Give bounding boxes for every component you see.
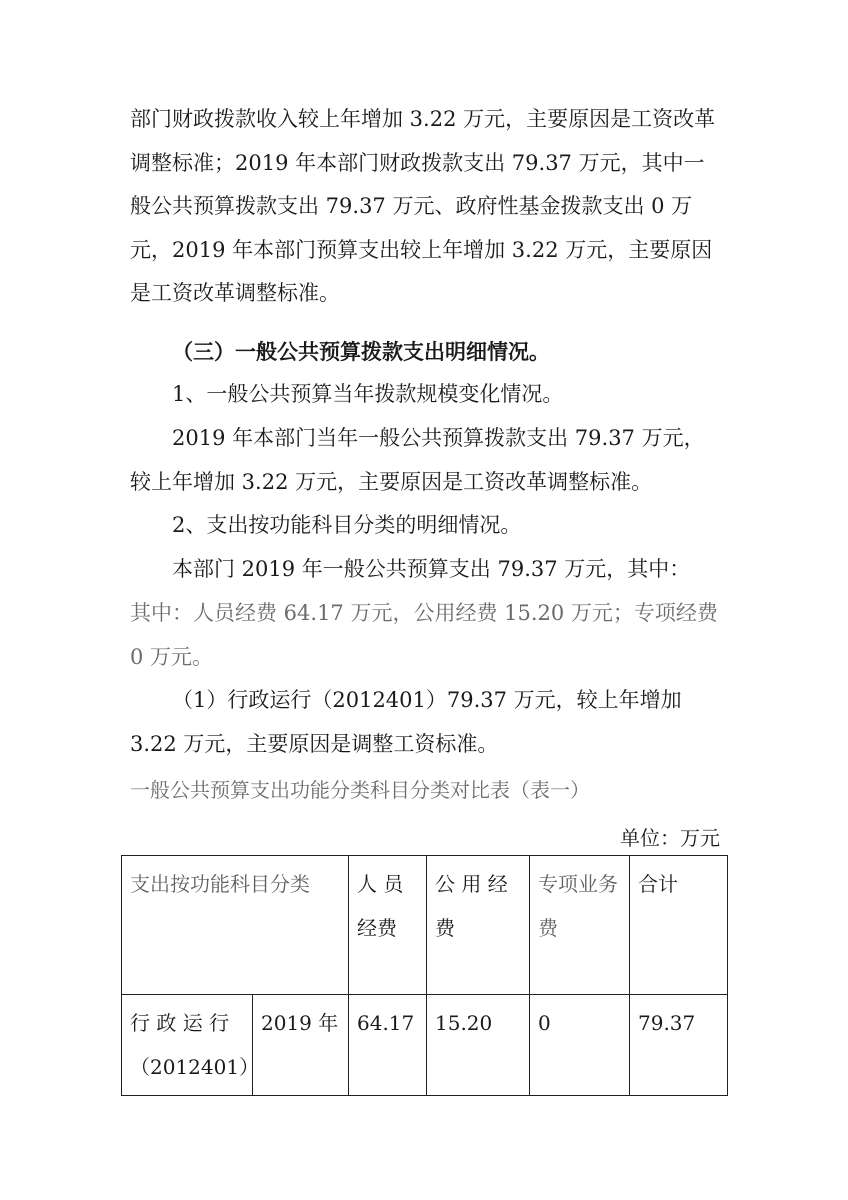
expenditure-table — [121, 855, 728, 1096]
paragraph-fiscal-summary: 部门财政拨款收入较上年增加 3.22 万元，主要原因是工资改革调整标准；2019 年本部门财政拨款支出 79.37 万元，其中一般公共预算拨款支出 79.37 万元、政府性基金拨款支出 0 万元，2019 年本部门预算支出较上年增加 3.22 万元，主要原因是工资改革调整标准。 — [130, 107, 716, 305]
cell-total: 79.37 — [630, 995, 728, 1096]
cell-public: 15.20 — [427, 995, 530, 1096]
header-personnel: 人 员 经费 — [349, 856, 427, 995]
section-heading-3: （三）一般公共预算拨款支出明细情况。 — [172, 339, 550, 364]
paragraph-expenditure-total: 本部门 2019 年一般公共预算支出 79.37 万元，其中： — [172, 557, 691, 581]
table-header-row — [122, 856, 728, 995]
header-public: 公 用 经 费 — [427, 856, 530, 995]
paragraph-expenditure-breakdown: 其中：人员经费 64.17 万元，公用经费 15.20 万元；专项经费 0 万元。 — [130, 601, 718, 669]
table-caption: 一般公共预算支出功能分类科目分类对比表（表一） — [130, 778, 590, 802]
subheading-2: 2、支出按功能科目分类的明细情况。 — [172, 513, 522, 537]
cell-year: 2019 年 — [253, 995, 349, 1096]
cell-item: 行 政 运 行（2012401） — [122, 995, 253, 1096]
table-unit: 单位：万元 — [620, 826, 720, 850]
header-special: 专项业务费 — [530, 856, 630, 995]
paragraph-admin-operation: （1）行政运行（2012401）79.37 万元，较上年增加 3.22 万元，主要原因是调整工资标准。 — [130, 688, 682, 756]
table-row — [122, 995, 728, 1096]
cell-special: 0 — [530, 995, 630, 1096]
subheading-1: 1、一般公共预算当年拨款规模变化情况。 — [172, 382, 564, 406]
header-category: 支出按功能科目分类 — [122, 856, 349, 995]
header-total: 合计 — [630, 856, 728, 995]
cell-personnel: 64.17 — [349, 995, 427, 1096]
paragraph-scale-change: 2019 年本部门当年一般公共预算拨款支出 79.37 万元，较上年增加 3.22 万元，主要原因是工资改革调整标准。 — [130, 426, 705, 494]
